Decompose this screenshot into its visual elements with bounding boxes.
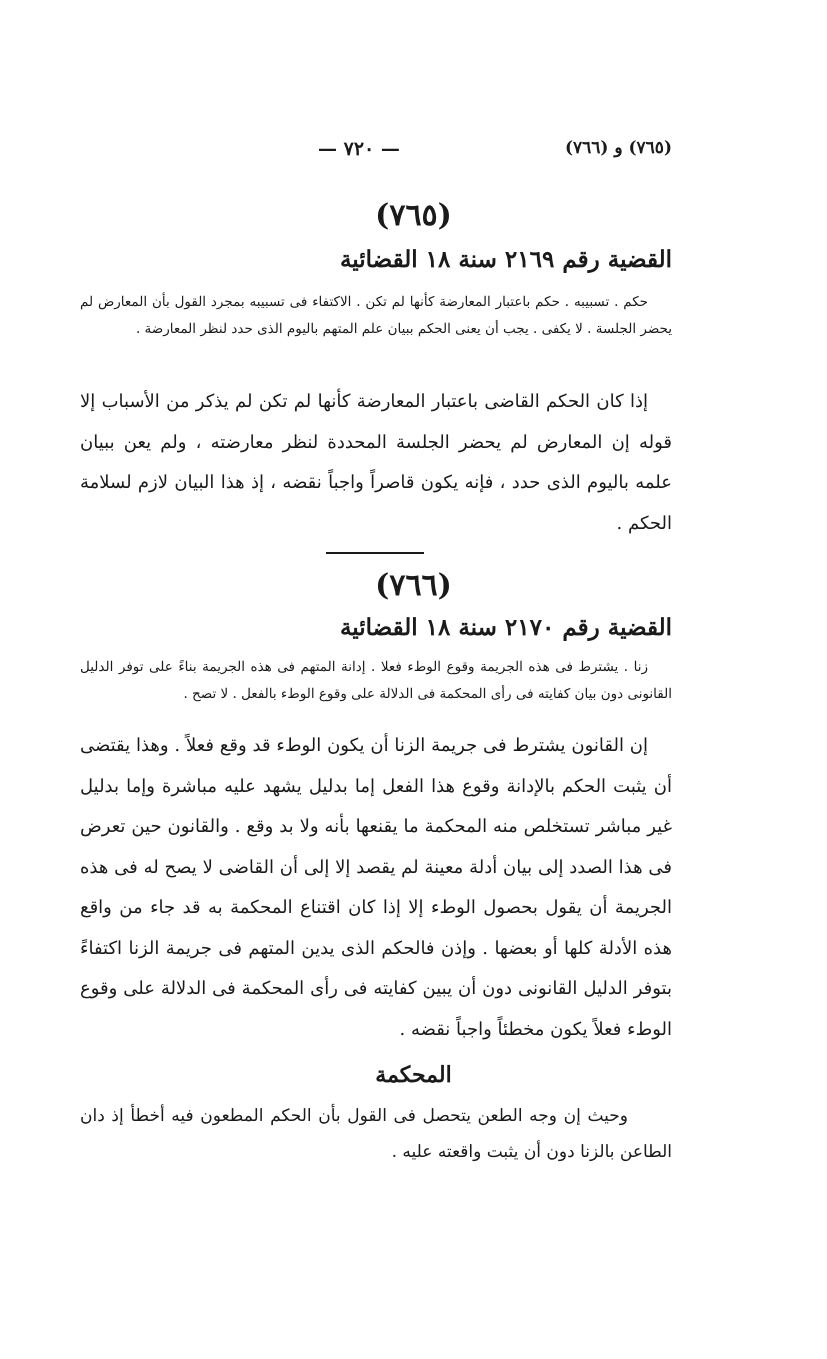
case-765-body-text: إذا كان الحكم القاضى باعتبار المعارضة كأنها لم تكن لم يذكر من الأسباب إلا قوله إن المعارض لم يحضر الجلسة المحددة لنظر معارضته ، ولم يعن ببيان علمه باليوم الذى حدد ، فإنه يكون قاصراً واجباً نقضه ، إذ هذا البيان لازم لسلامة الحكم . — [80, 391, 672, 534]
court-heading: المحكمة — [375, 1062, 452, 1088]
case-766-summary — [80, 654, 672, 708]
court-reasoning — [80, 1098, 672, 1170]
section-divider — [326, 552, 424, 554]
case-765-summary — [80, 289, 672, 343]
case-766-number: (٧٦٦) — [375, 568, 452, 603]
case-765-title: القضية رقم ٢١٦٩ سنة ١٨ القضائية — [339, 246, 672, 273]
case-766-summary-text: زنا . يشترط فى هذه الجريمة وقوع الوطء فعلا . إدانة المتهم فى هذه الجريمة بناءً على توفر الدليل القانونى دون بيان كفايته فى رأى المحكمة فى الدلالة على وقوع الوطء بالفعل . لا تصح . — [80, 659, 672, 702]
case-766-body — [80, 726, 672, 1050]
case-765-summary-text: حكم . تسبيبه . حكم باعتبار المعارضة كأنها لم تكن . الاكتفاء فى تسبيبه بمجرد القول بأن المعارض لم يحضر الجلسة . لا يكفى . يجب أن يعنى الحكم ببيان علم المتهم باليوم الذى حدد لنظر المعارضة . — [80, 294, 672, 337]
case-765-body — [80, 382, 672, 544]
page-number: — ٧٢٠ — — [318, 138, 400, 160]
header-case-reference: (٧٦٥) و (٧٦٦) — [564, 138, 672, 158]
court-reasoning-text: وحيث إن وجه الطعن يتحصل فى القول بأن الحكم المطعون فيه أخطأ إذ دان الطاعن بالزنا دون أن يثبت واقعته عليه . — [80, 1106, 672, 1162]
case-766-body-text: إن القانون يشترط فى جريمة الزنا أن يكون الوطء قد وقع فعلاً . وهذا يقتضى أن يثبت الحكم بالإدانة وقوع هذا الفعل إما بدليل يشهد عليه مباشرة وإما بدليل غير مباشر تستخلص منه المحكمة ما يقنعها بأنه ولا بد وقع . والقانون حين تعرض فى هذا الصدد إلى بيان أدلة معينة لم يقصد إلا إلى أن القاضى لا يصح له فى هذه الجريمة أن يقول بحصول الوطء إلا إذا كان اقتناع المحكمة به قد جاء من واقع هذه الأدلة كلها أو بعضها . وإذن فالحكم الذى يدين المتهم فى جريمة الزنا اكتفاءً بتوفر الدليل القانونى دون أن يبين كفايته فى رأى المحكمة فى الدلالة على وقوع الوطء فعلاً يكون مخطئاً واجباً نقضه . — [80, 735, 672, 1040]
case-765-number: (٧٦٥) — [375, 198, 452, 233]
running-header — [80, 138, 672, 168]
case-766-title: القضية رقم ٢١٧٠ سنة ١٨ القضائية — [339, 614, 672, 641]
